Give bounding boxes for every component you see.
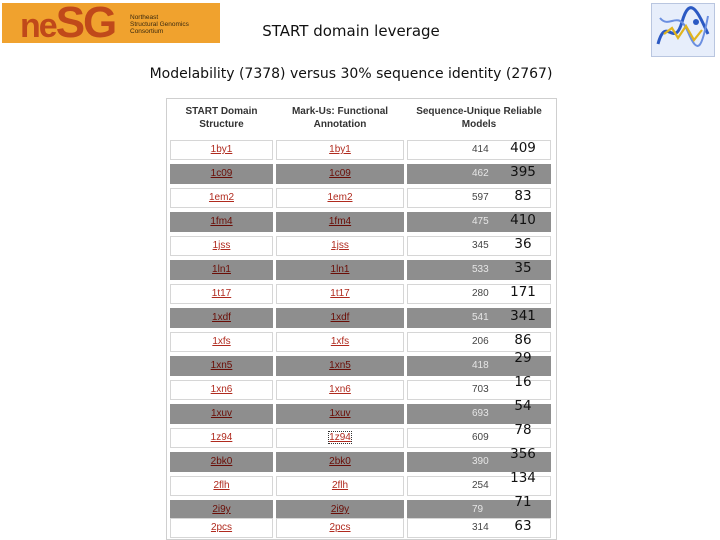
annotation-link[interactable]: 1xn5 (329, 360, 351, 371)
models-count: 345 (407, 236, 551, 256)
annotation-link[interactable]: 1em2 (327, 192, 353, 203)
overlay-count: 171 (510, 284, 536, 300)
structure-link[interactable]: 2flh (213, 480, 230, 491)
table-row (170, 211, 551, 232)
table-row (170, 379, 551, 400)
annotation-link[interactable]: 1jss (331, 240, 349, 251)
slide-title: START domain leverage (262, 22, 440, 40)
annotation-link[interactable]: 1z94 (329, 432, 351, 443)
structure-link[interactable]: 1xdf (212, 312, 231, 323)
annotation-link[interactable]: 2bk0 (329, 456, 351, 467)
table-row (170, 163, 551, 184)
overlay-count: 395 (510, 164, 536, 180)
logo-subtitle: Northeast Structural Genomics Consortium (130, 14, 189, 35)
slide-subtitle: Modelability (7378) versus 30% sequence identity (2767) (149, 66, 553, 82)
overlay-count: 83 (514, 188, 532, 204)
structure-link[interactable]: 1z94 (210, 432, 233, 443)
overlay-count: 409 (510, 140, 536, 156)
table-row (170, 451, 551, 472)
overlay-count: 36 (514, 236, 532, 252)
models-count: 254 (407, 476, 551, 496)
annotation-link[interactable]: 2pcs (329, 522, 351, 533)
logo-wordmark: neSG (20, 3, 116, 43)
overlay-count: 71 (514, 494, 532, 510)
table-row (170, 235, 551, 256)
models-count: 597 (407, 188, 551, 208)
annotation-link[interactable]: 1xdf (330, 312, 350, 323)
annotation-link[interactable]: 1by1 (329, 144, 351, 155)
table-row (170, 517, 551, 538)
structure-link[interactable]: 1t17 (211, 288, 232, 299)
column-header-models: Sequence-Unique Reliable Models (416, 106, 542, 130)
models-table (166, 98, 557, 540)
table-row (170, 259, 551, 280)
annotation-link[interactable]: 1fm4 (328, 216, 352, 227)
models-count: 693 (407, 404, 551, 424)
models-count: 390 (407, 452, 551, 472)
models-count: 609 (407, 428, 551, 448)
models-count: 541 (407, 308, 551, 328)
annotation-link[interactable]: 1t17 (330, 288, 350, 299)
overlay-count: 134 (510, 470, 536, 486)
models-count: 79 (407, 500, 551, 520)
overlay-count: 341 (510, 308, 536, 324)
table-row (170, 427, 551, 448)
structure-link[interactable]: 1by1 (210, 144, 233, 155)
models-count: 280 (407, 284, 551, 304)
table-row (170, 187, 551, 208)
structure-link[interactable]: 1xn5 (210, 360, 233, 371)
structure-link[interactable]: 2i9y (212, 504, 231, 515)
overlay-count: 86 (514, 332, 532, 348)
overlay-count: 63 (514, 518, 532, 534)
table-row (170, 307, 551, 328)
structure-link[interactable]: 2pcs (210, 522, 233, 533)
overlay-count: 29 (514, 350, 532, 366)
structure-link[interactable]: 1fm4 (210, 216, 233, 227)
models-count: 314 (407, 518, 551, 538)
annotation-link[interactable]: 1xn6 (329, 384, 351, 395)
annotation-link[interactable]: 1xuv (329, 408, 351, 419)
overlay-count: 356 (510, 446, 536, 462)
overlay-count: 410 (510, 212, 536, 228)
column-header-annotation: Mark-Us: Functional Annotation (291, 106, 389, 130)
models-count: 533 (407, 260, 551, 280)
models-count: 703 (407, 380, 551, 400)
annotation-link[interactable]: 2flh (331, 480, 349, 491)
annotation-link[interactable]: 2i9y (330, 504, 350, 515)
structure-link[interactable]: 1ln1 (212, 264, 231, 275)
models-count: 475 (407, 212, 551, 232)
column-header-structure: START Domain Structure (185, 106, 258, 130)
structure-link[interactable]: 2bk0 (210, 456, 233, 467)
structure-link[interactable]: 1xuv (210, 408, 233, 419)
table-row (170, 403, 551, 424)
overlay-count: 16 (514, 374, 532, 390)
annotation-link[interactable]: 1ln1 (330, 264, 350, 275)
table-row (170, 355, 551, 376)
models-count: 462 (407, 164, 551, 184)
models-count: 418 (407, 356, 551, 376)
overlay-count: 54 (514, 398, 532, 414)
annotation-link[interactable]: 1xfs (330, 336, 350, 347)
annotation-link[interactable]: 1c09 (329, 168, 351, 179)
structure-link[interactable]: 1xfs (212, 336, 231, 347)
table-row (170, 139, 551, 160)
structure-link[interactable]: 1xn6 (210, 384, 233, 395)
table-row (170, 331, 551, 352)
structure-link[interactable]: 1em2 (208, 192, 234, 203)
models-count: 206 (407, 332, 551, 352)
overlay-count: 78 (514, 422, 532, 438)
table-row (170, 475, 551, 496)
table-row (170, 283, 551, 304)
models-count: 414 (407, 140, 551, 160)
structure-link[interactable]: 1jss (212, 240, 231, 251)
overlay-count: 35 (514, 260, 532, 276)
structure-link[interactable]: 1c09 (210, 168, 233, 179)
